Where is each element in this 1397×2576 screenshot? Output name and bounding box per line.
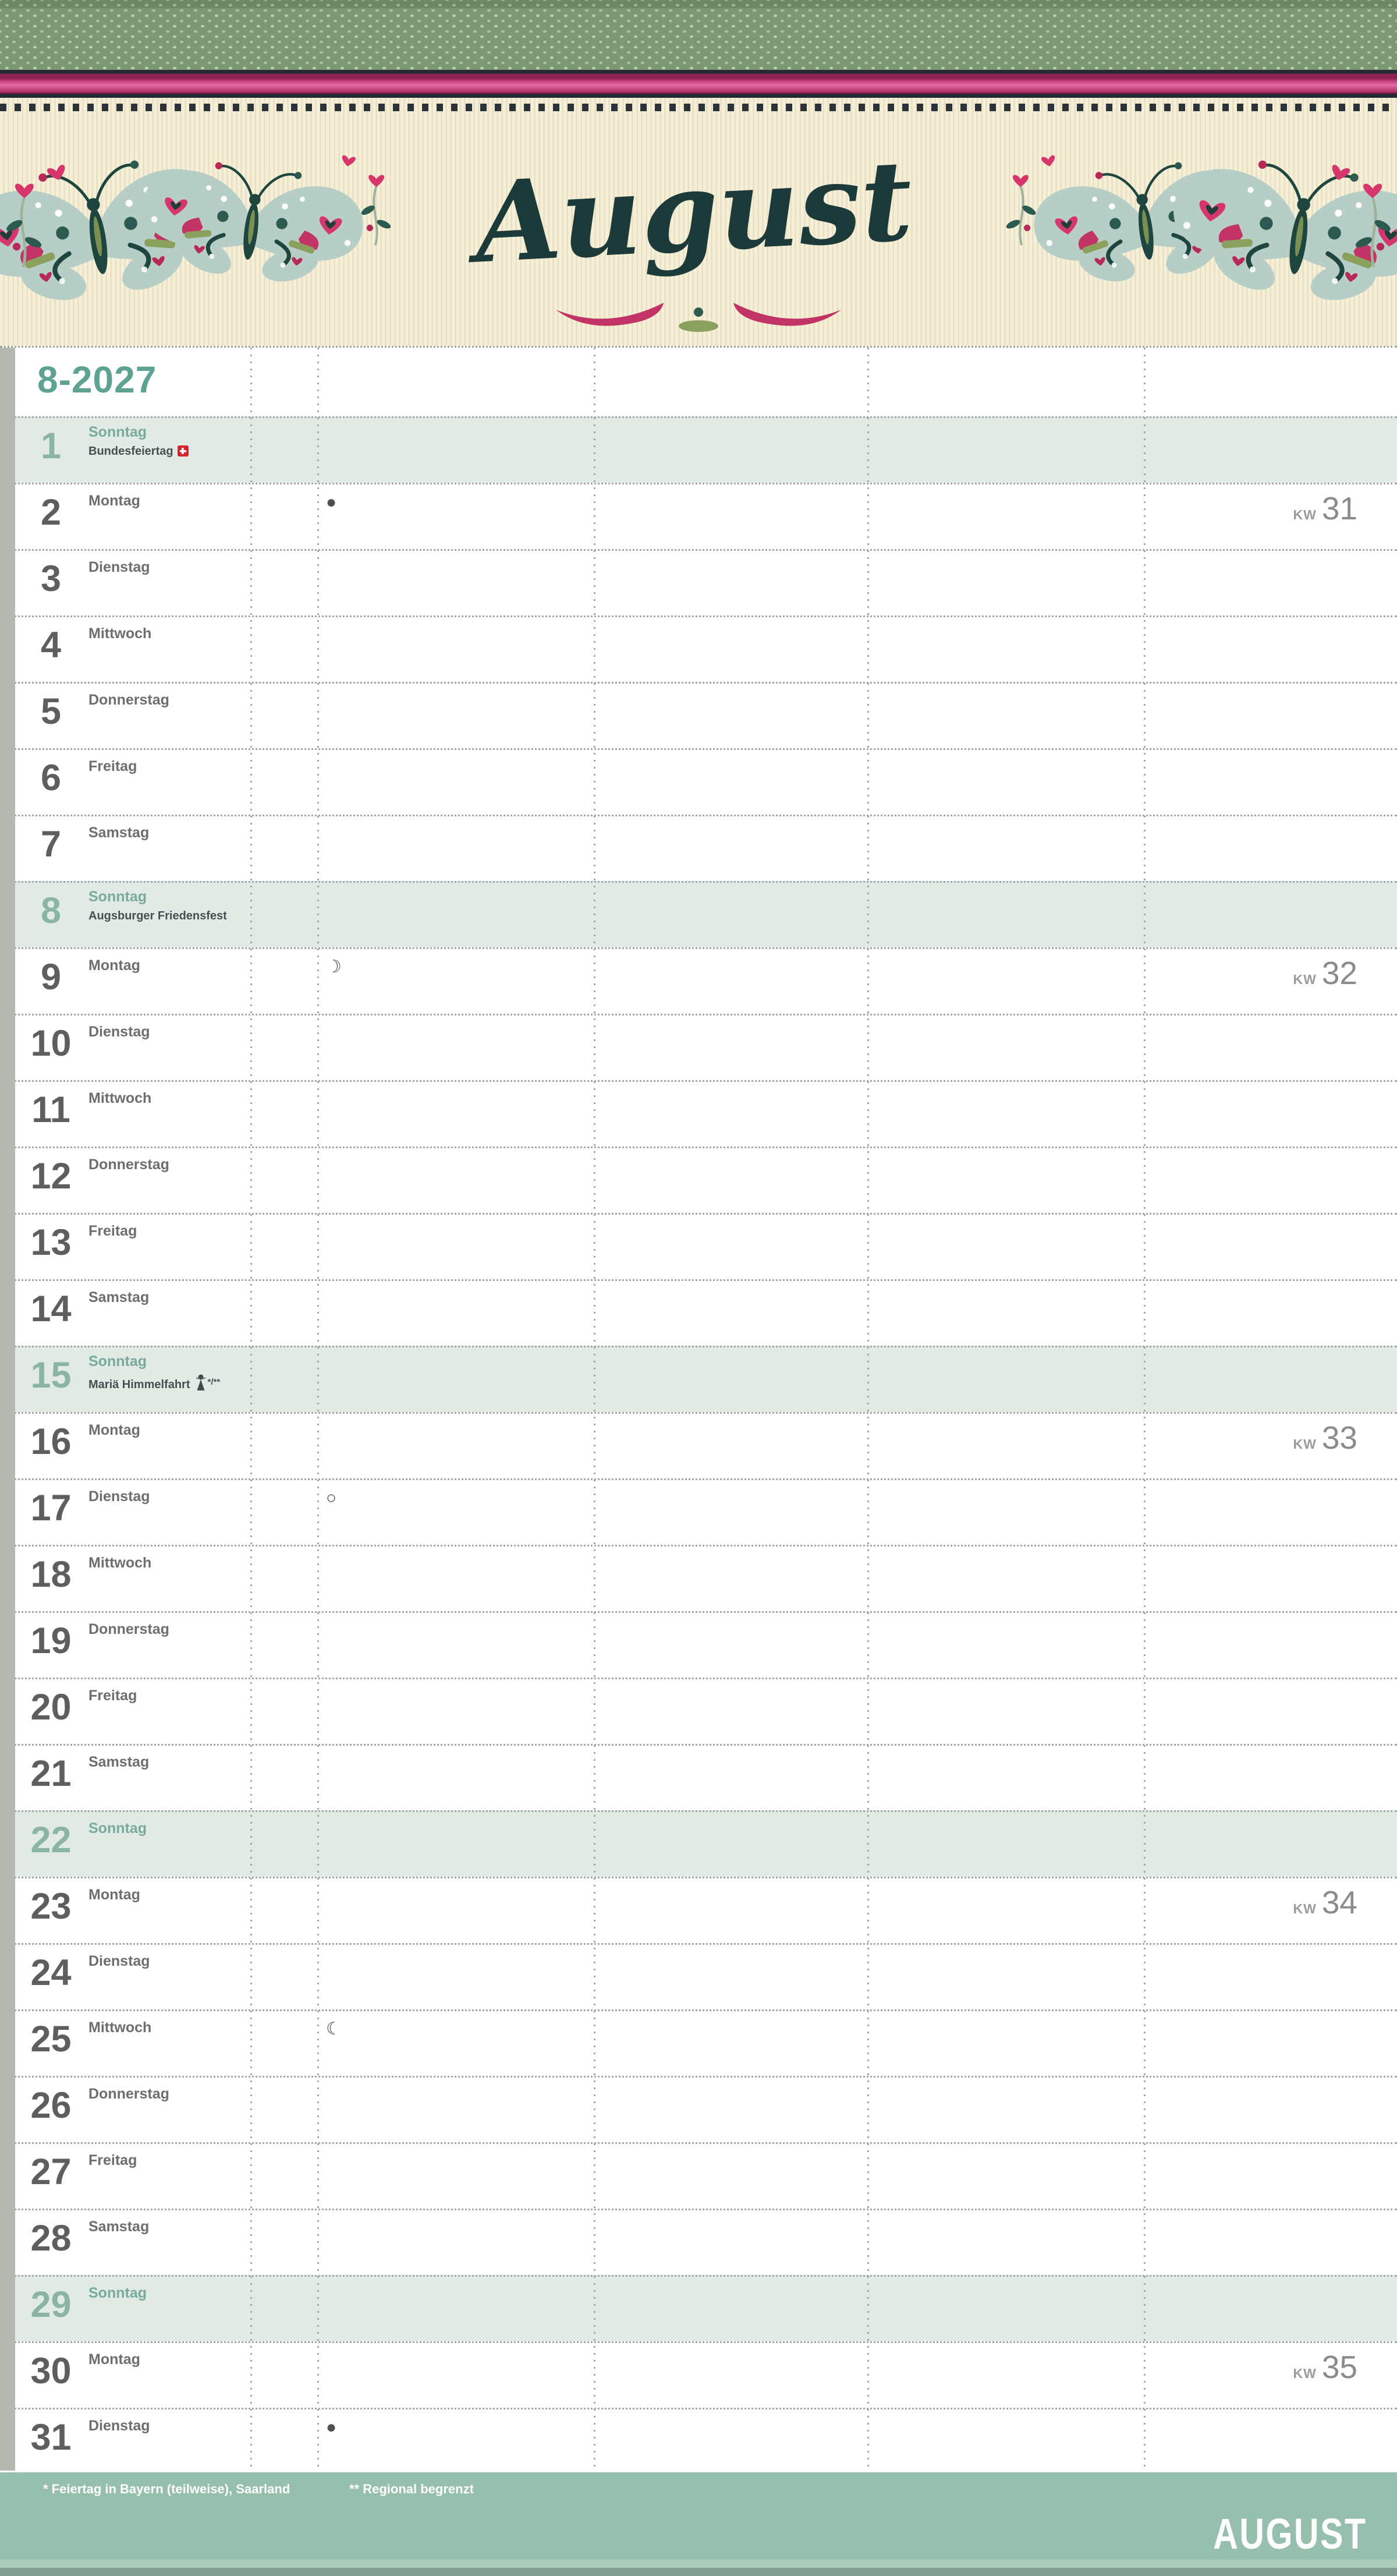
day-number: 12 bbox=[30, 1156, 72, 1197]
weekday-label: Montag bbox=[88, 2351, 140, 2368]
day-number: 1 bbox=[40, 426, 62, 466]
pink-ribbon-stripe bbox=[0, 70, 1397, 98]
day-number: 11 bbox=[31, 1089, 70, 1130]
kw-number: 32 bbox=[1321, 955, 1357, 991]
weekday-label: Dienstag bbox=[88, 2418, 150, 2434]
weekday-label: Samstag bbox=[88, 1754, 150, 1770]
day-row-9 bbox=[0, 947, 1397, 1014]
weekday-label: Dienstag bbox=[88, 1024, 150, 1040]
day-number: 5 bbox=[40, 691, 62, 732]
weekday-label: Samstag bbox=[88, 1289, 150, 1305]
calendar-week-badge bbox=[1293, 1422, 1357, 1454]
day-row-8 bbox=[0, 881, 1397, 947]
day-row-30 bbox=[0, 2341, 1397, 2408]
kw-prefix: KW bbox=[1293, 2366, 1317, 2381]
weekday-label: Sonntag bbox=[88, 1353, 147, 1370]
day-number: 24 bbox=[30, 1952, 72, 1993]
day-number: 26 bbox=[30, 2085, 72, 2126]
day-row-31 bbox=[0, 2408, 1397, 2474]
day-row-21 bbox=[0, 1744, 1397, 1810]
day-number: 29 bbox=[30, 2284, 72, 2325]
weekday-label: Sonntag bbox=[88, 1820, 147, 1837]
day-number: 30 bbox=[30, 2351, 72, 2391]
day-row-28 bbox=[0, 2209, 1397, 2275]
holiday-name: Bundesfeiertag bbox=[88, 445, 173, 458]
day-number: 22 bbox=[30, 1820, 72, 1860]
day-number: 17 bbox=[30, 1488, 72, 1528]
weekday-label: Donnerstag bbox=[88, 1621, 169, 1637]
day-number: 3 bbox=[40, 558, 62, 599]
weekday-label: Freitag bbox=[88, 1687, 137, 1704]
day-row-17 bbox=[0, 1478, 1397, 1545]
day-row-15 bbox=[0, 1346, 1397, 1412]
kw-prefix: KW bbox=[1293, 972, 1317, 987]
kw-prefix: KW bbox=[1293, 507, 1317, 522]
day-number: 27 bbox=[30, 2152, 72, 2192]
moon-phase-icon-new: ● bbox=[326, 493, 337, 512]
day-number: 31 bbox=[30, 2417, 72, 2458]
folk-art-decoration bbox=[0, 98, 1397, 346]
day-number: 13 bbox=[30, 1222, 72, 1263]
day-row-10 bbox=[0, 1014, 1397, 1080]
day-number: 15 bbox=[30, 1355, 72, 1396]
day-number: 25 bbox=[30, 2019, 72, 2060]
weekday-label: Sonntag bbox=[88, 889, 147, 905]
weekday-label: Samstag bbox=[88, 2218, 150, 2235]
weekday-label: Donnerstag bbox=[88, 2086, 169, 2102]
day-row-26 bbox=[0, 2076, 1397, 2142]
day-row-20 bbox=[0, 1678, 1397, 1744]
weekday-label: Montag bbox=[88, 493, 140, 509]
day-row-27 bbox=[0, 2142, 1397, 2209]
day-row-12 bbox=[0, 1147, 1397, 1213]
weekday-label: Sonntag bbox=[88, 2285, 147, 2301]
calendar-week-badge bbox=[1293, 490, 1357, 526]
holiday-label bbox=[88, 910, 227, 923]
day-row-14 bbox=[0, 1279, 1397, 1346]
day-number: 2 bbox=[40, 492, 62, 533]
weekday-label: Donnerstag bbox=[88, 692, 169, 708]
day-number: 7 bbox=[40, 824, 62, 865]
day-row-29 bbox=[0, 2275, 1397, 2341]
day-row-4 bbox=[0, 615, 1397, 682]
weekday-label: Dienstag bbox=[88, 559, 150, 575]
day-number: 21 bbox=[30, 1753, 72, 1794]
footer-band bbox=[0, 2472, 1397, 2576]
day-number: 19 bbox=[30, 1620, 72, 1661]
grid-header-row bbox=[0, 348, 1397, 416]
kw-number: 33 bbox=[1321, 1420, 1357, 1456]
kw-prefix: KW bbox=[1293, 1436, 1317, 1452]
calendar-week-badge bbox=[1293, 1884, 1357, 1920]
day-row-6 bbox=[0, 748, 1397, 815]
day-row-18 bbox=[0, 1545, 1397, 1611]
moon-phase-icon-new: ● bbox=[326, 2418, 337, 2437]
month-header bbox=[0, 98, 1397, 346]
weekday-label: Mittwoch bbox=[88, 625, 152, 642]
column-divider-3 bbox=[594, 348, 595, 2471]
footnote-regional-holiday: * Feiertag in Bayern (teilweise), Saarland bbox=[43, 2482, 290, 2496]
day-number: 8 bbox=[40, 890, 62, 931]
weekday-label: Freitag bbox=[88, 1223, 137, 1239]
holiday-name: Mariä Himmelfahrt bbox=[88, 1378, 190, 1391]
day-row-11 bbox=[0, 1080, 1397, 1147]
day-number: 16 bbox=[30, 1421, 72, 1462]
day-row-19 bbox=[0, 1611, 1397, 1678]
weekday-label: Dienstag bbox=[88, 1488, 150, 1505]
month-year-label: 8-2027 bbox=[37, 359, 157, 401]
kw-prefix: KW bbox=[1293, 1901, 1317, 1916]
column-divider-4 bbox=[867, 348, 869, 2471]
moon-phase-icon-first_quarter: ☽ bbox=[326, 957, 342, 976]
weekday-label: Montag bbox=[88, 1887, 140, 1903]
column-divider-2 bbox=[317, 348, 319, 2471]
page-edge-shadow bbox=[0, 348, 15, 2471]
holiday-label bbox=[88, 445, 189, 458]
weekday-label: Mittwoch bbox=[88, 1090, 152, 1106]
day-number: 4 bbox=[40, 625, 62, 666]
kw-number: 35 bbox=[1321, 2349, 1357, 2385]
calendar-grid bbox=[0, 346, 1397, 2472]
day-row-7 bbox=[0, 815, 1397, 881]
weekday-label: Samstag bbox=[88, 825, 150, 841]
column-divider-5 bbox=[1144, 348, 1146, 2471]
holiday-footnote-marker: */** bbox=[207, 1377, 221, 1387]
day-number: 20 bbox=[30, 1687, 72, 1728]
moon-phase-icon-last_quarter: ☾ bbox=[326, 2019, 342, 2039]
day-row-16 bbox=[0, 1412, 1397, 1478]
day-row-1 bbox=[0, 416, 1397, 483]
day-row-23 bbox=[0, 1877, 1397, 1943]
day-row-22 bbox=[0, 1810, 1397, 1877]
weekday-label: Donnerstag bbox=[88, 1156, 169, 1173]
day-row-5 bbox=[0, 682, 1397, 748]
madonna-statue-icon bbox=[195, 1374, 207, 1394]
day-row-2 bbox=[0, 483, 1397, 549]
day-number: 6 bbox=[40, 758, 62, 798]
weekday-label: Freitag bbox=[88, 2152, 137, 2168]
day-number: 14 bbox=[30, 1289, 72, 1329]
calendar-week-badge bbox=[1293, 957, 1357, 989]
kw-number: 34 bbox=[1321, 1884, 1357, 1920]
center-flourish bbox=[556, 303, 841, 332]
swiss-flag-icon bbox=[178, 445, 189, 457]
holiday-name: Augsburger Friedensfest bbox=[88, 910, 227, 922]
day-row-13 bbox=[0, 1213, 1397, 1279]
weekday-label: Montag bbox=[88, 957, 140, 974]
weekday-label: Mittwoch bbox=[88, 1555, 152, 1571]
moon-phase-icon-full: ○ bbox=[326, 1488, 337, 1508]
weekday-label: Dienstag bbox=[88, 1953, 150, 1969]
weekday-label: Freitag bbox=[88, 758, 137, 774]
footer-month-label: AUGUST bbox=[1212, 2510, 1367, 2558]
holiday-label bbox=[88, 1374, 220, 1394]
weekday-label: Montag bbox=[88, 1422, 140, 1438]
month-title-script: August bbox=[471, 135, 916, 288]
day-row-24 bbox=[0, 1943, 1397, 2009]
footnote-regional-limited: ** Regional begrenzt bbox=[349, 2482, 474, 2496]
fabric-polka-dot-band bbox=[0, 0, 1397, 70]
day-number: 10 bbox=[30, 1023, 72, 1064]
day-number: 18 bbox=[30, 1554, 72, 1595]
weekday-label: Sonntag bbox=[88, 424, 147, 440]
calendar-week-badge bbox=[1293, 2351, 1357, 2383]
day-number: 28 bbox=[30, 2218, 72, 2259]
column-divider-1 bbox=[250, 348, 252, 2471]
day-row-3 bbox=[0, 549, 1397, 615]
kw-number: 31 bbox=[1321, 490, 1357, 526]
day-rows bbox=[0, 416, 1397, 2474]
weekday-label: Mittwoch bbox=[88, 2019, 152, 2036]
day-number: 9 bbox=[40, 957, 62, 997]
day-number: 23 bbox=[30, 1886, 72, 1927]
day-row-25 bbox=[0, 2009, 1397, 2076]
